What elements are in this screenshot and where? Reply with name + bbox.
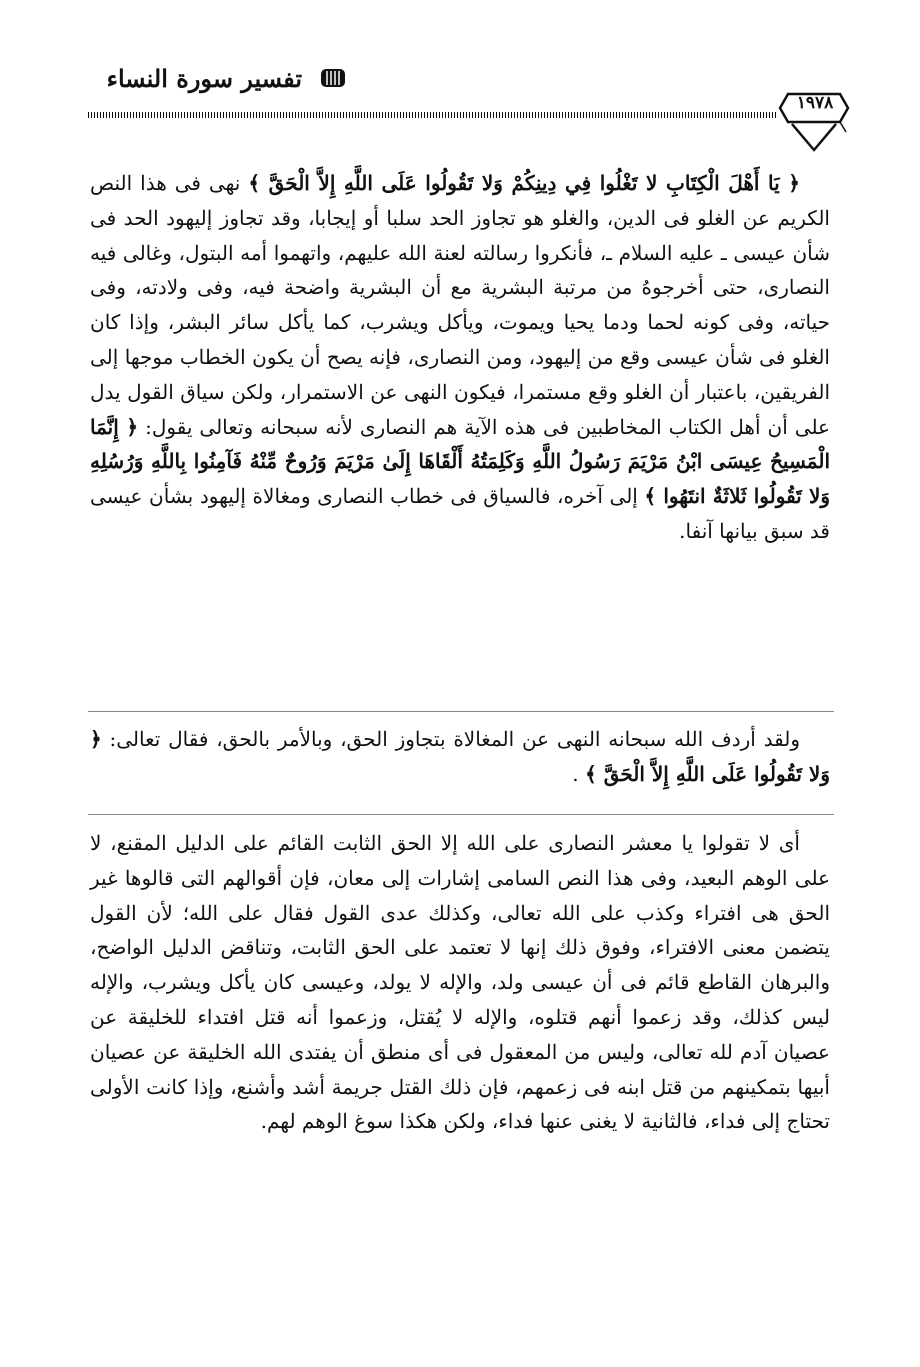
paragraph-2-text: ولقد أردف الله سبحانه النهى عن المغالاة بتجاوز الحق، وبالأمر بالحق، فقال تعالى: [101,727,800,751]
paragraph-divider [88,711,834,712]
quran-verse-3: ﴿ وَلا تَقُولُوا عَلَى اللَّهِ إِلاَّ الْحَقَّ ﴾ [90,727,830,786]
paragraph-1-text-a: نهى فى هذا النص الكريم عن الغلو فى الدين، والغلو هو تجاوز الحد سلبا أو إيجابا، وقد تجاوز إليهود الحد فى شأن عيسى ـ عليه السلام ـ، فأنكروا رسالته لعنة الله عليهم، واتهموا أمه البتول، وغالى فيه النصارى، حتى أخرجوهُ من مرتبة البشرية مع أن البشرية واضحة فيه، وفى ولادته، وفى حياته، وفى كونه لحما ودما يحيا ويموت، ويأكل ويشرب، كما يأكل سائر البشر، وإذا كان الغلو فى شأن عيسى وقع من إليهود، ومن النصارى، فإنه يصح أن يكون الخطاب موجها إلى الفريقين، باعتبار أن الغلو وقع مستمرا، فيكون النهى عن الاستمرار، ولكن سياق القول يدل على أن أهل الكتاب المخاطبين فى هذه الآية هم النصارى لأنه سبحانه وتعالى يقول: [90,171,830,439]
running-header-title: تفسير سورة النساء [106,64,302,93]
quran-verse-2: ﴿ إِنَّمَا الْمَسِيحُ عِيسَى ابْنُ مَرْيَمَ رَسُولُ اللَّهِ وَكَلِمَتُهُ أَلْقَاهَا إِلَىٰ مَرْيَمَ وَرُوحٌ مِّنْهُ فَآمِنُوا بِاللَّهِ وَرُسُلِهِ وَلا تَقُولُوا ثَلاثَةٌ انتَهُوا ﴾ [90,414,831,509]
header-ornament-icon [318,66,348,90]
header-rule [88,112,778,118]
paragraph-3-text: أى لا تقولوا يا معشر النصارى على الله إلا الحق الثابت القائم على الدليل المقنع، لا على الوهم البعيد، وفى هذا النص السامى إشارات إلى معان، فإن أقوالهم التى قالوها غير الحق هى افتراء وكذب على الله تعالى، وكذلك عدى القول فقال على الله؛ لأن القول يتضمن معنى الافتراء، وفوق ذلك إنها لا تعتمد على الحق الثابت، وتناقض الدليل الواضح، والبرهان القاطع قائم فى أن عيسى ولد، والإله لا يولد، وعيسى كان يأكل ويشرب، والإله ليس كذلك، وقد زعموا أنهم قتلوه، والإله لا يُقتل، وزعموا أنه قتل افتداء للخليقة عن عصيان آدم لله تعالى، وليس من المعقول فى أى منطق أن يفتدى الله الخليقة عن عصيان أبيها بتمكينهم من قتل ابنه فى زعمهم، فإن ذلك القتل جريمة أشد وأشنع، وإذا كانت الأولى تحتاج إلى فداء، فالثانية لا يغنى عنها فداء، ولكن هكذا سوغ الوهم لهم. [90,831,830,1134]
paragraph-divider [88,814,834,815]
paragraph-2-end: . [572,761,586,786]
quran-verse: ﴿ يَا أَهْلَ الْكِتَابِ لا تَغْلُوا فِي دِينِكُمْ وَلا تَقُولُوا عَلَى اللَّهِ إِلاَّ الْحَقَّ ﴾ [248,171,800,195]
paragraph-3 [90,826,830,1139]
page-number: ١٩٧٨ [796,93,834,113]
paragraph-2 [90,722,830,792]
paragraph-1-text-b: إلى آخره، فالسياق فى خطاب النصارى ومغالاة إليهود بشأن عيسى قد سبق بيانها آنفا. [90,484,830,543]
paragraph-1 [90,166,830,549]
